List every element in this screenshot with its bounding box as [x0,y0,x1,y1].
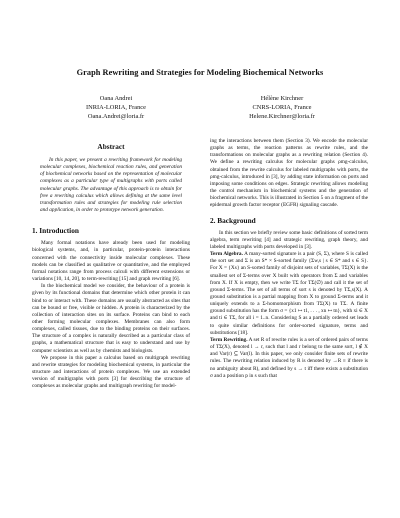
author-affiliation: CNRS-LORIA, France [252,103,312,111]
intro-paragraph: In the biochemical model we consider, the behaviour of a protein is given by its functional domains that determine which other protein it can bind to or interact with. These domains are usually abstracted as sites that can be bound or free, visible or hidden. A protein is characterized by the collection of interaction sites on its surface. Proteins can bind to each other forming molecular complexes. Membranes can also form complexes, called tissues, due to the binding proteins on their surfaces. The structure of a complex is naturally described as a particular class of graphs, a mathematical structure that is easy to understand and use by computer scientists as well as by chemists and biologists. [32,283,190,354]
paragraph-text: A set R of rewrite rules is a set of ordered pairs of terms of TΣ(X), denoted l → r, such that l and r belong to the same sort, l ∉ X and Var(r) ⊆ Var(l). In this paper, we only consider finite sets of rewrite rules. The rewriting relation induced by R is denoted by →R ≡ if there is no ambiguity about R), and defined by s → t iff there exists a substitution σ and a position p in s such that [210,336,368,379]
section-heading-background: 2. Background [210,215,256,225]
paragraph-lead: Term Algebra. [210,251,243,258]
abstract-heading: Abstract [97,142,125,151]
author-name: Oana Andrei [99,95,133,102]
left-column [32,138,190,391]
author-name: Hélène Kirchner [260,95,304,102]
intro-continuation: ing the interactions between them (Section 3). We encode the molecular graphs as terms, the reaction patterns as rewrite rules, and the transformations on molecular graphs as a rewriting relation (Section 4). We define a rewriting calculus for molecular graphs ρmg-calculus, obtained from the rewrite calculus for labeled multigraphs with ports, the ρmg-calculus, introduced in [3], by adding state information on ports and imposing some conditions on edges. Strategic rewriting allows modeling the control mechanism in biochemical systems and the generation of biochemical networks. This is illustrated in Section 5 on a fragment of the epidermal growth factor receptor (EGFR) signaling cascade. [210,138,368,209]
background-paragraph [210,230,368,251]
section-heading-introduction: 1. Introduction [32,226,79,236]
author-block-2 [222,95,342,121]
author-block-1 [56,95,176,121]
author-email: Oana.Andrei@loria.fr [87,112,145,120]
background-paragraph [210,337,368,380]
author-email: Helene.Kirchner@loria.fr [249,112,315,120]
intro-paragraph: Many formal notations have already been used for modeling biological systems, and, in particular, protein-protein interactions concerned with the connectivity inside molecular complexes. These models can be classified as qualitative or quantitative, and the employed formal notations range from process calculi with different extensions or variations [10, 14, 20], to term-rewriting [15] and graph rewriting [6]. [32,240,190,283]
paper-title: Graph Rewriting and Strategies for Modeling Biochemical Networks [76,68,324,77]
paragraph-lead: Term Rewriting. [210,336,248,343]
paragraph-text: In this section we briefly review some basic definitions of sorted term algebra, term rewriting [4] and strategic rewriting, graph theory, and labeled multigraphs with ports developed in [3]. [210,229,368,250]
intro-paragraph: We propose in this paper a calculus based on multigraph rewriting and rewrite strategies for modeling biochemical systems, in particular the structure and interactions of protein complexes. We use an extended version of multigraphs with ports [3] for describing the structure of complexes as molecular graphs and multigraph rewriting for model- [32,354,190,390]
author-affiliation: INRIA-LORIA, France [86,103,146,111]
right-column [210,138,368,380]
paragraph-text: A many-sorted signature is a pair (S, Σ), where S is called the sort set and Σ is an S* × S-sorted family {Σw,s | s ∈ S* and s ∈ S}. For X = {Xs} an S-sorted family of disjoint sets of variables, TΣ(X) is the smallest set of Σ-terms over X built with operators from Σ and variables from X. If X is empty, then we write TΣ for TΣ(∅) and call it the set of ground Σ-terms. The set of all terms of sort s is denoted by TΣ,s(X). A ground substitution is a partial mapping from X to ground Σ-terms and it uniquely extends to a Σ-homomorphism from TΣ(X) to TΣ. A finite ground substitution has the form σ = {x1 ↦ t1, . . . , xn ↦ tn}, with xi ∈ X and ti ∈ TΣ, for all i = 1..n. Considering S as a partially ordered set leads to quite similar definitions for order-sorted signature, terms and substitutions [18]. [210,251,368,336]
abstract-text: In this paper, we present a rewriting framework for modeling molecular complexes, biochemical reaction rules, and generation of biochemical networks based on the representation of molecular complexes as a particular type of multigraphs with ports called molecular graphs. The advantage of this approach is to obtain for free a rewriting calculus which allows defining at the same level transformation rules and strategies for modeling rule selection and application, in order to prototype network generation. [40,157,182,214]
background-paragraph [210,251,368,337]
